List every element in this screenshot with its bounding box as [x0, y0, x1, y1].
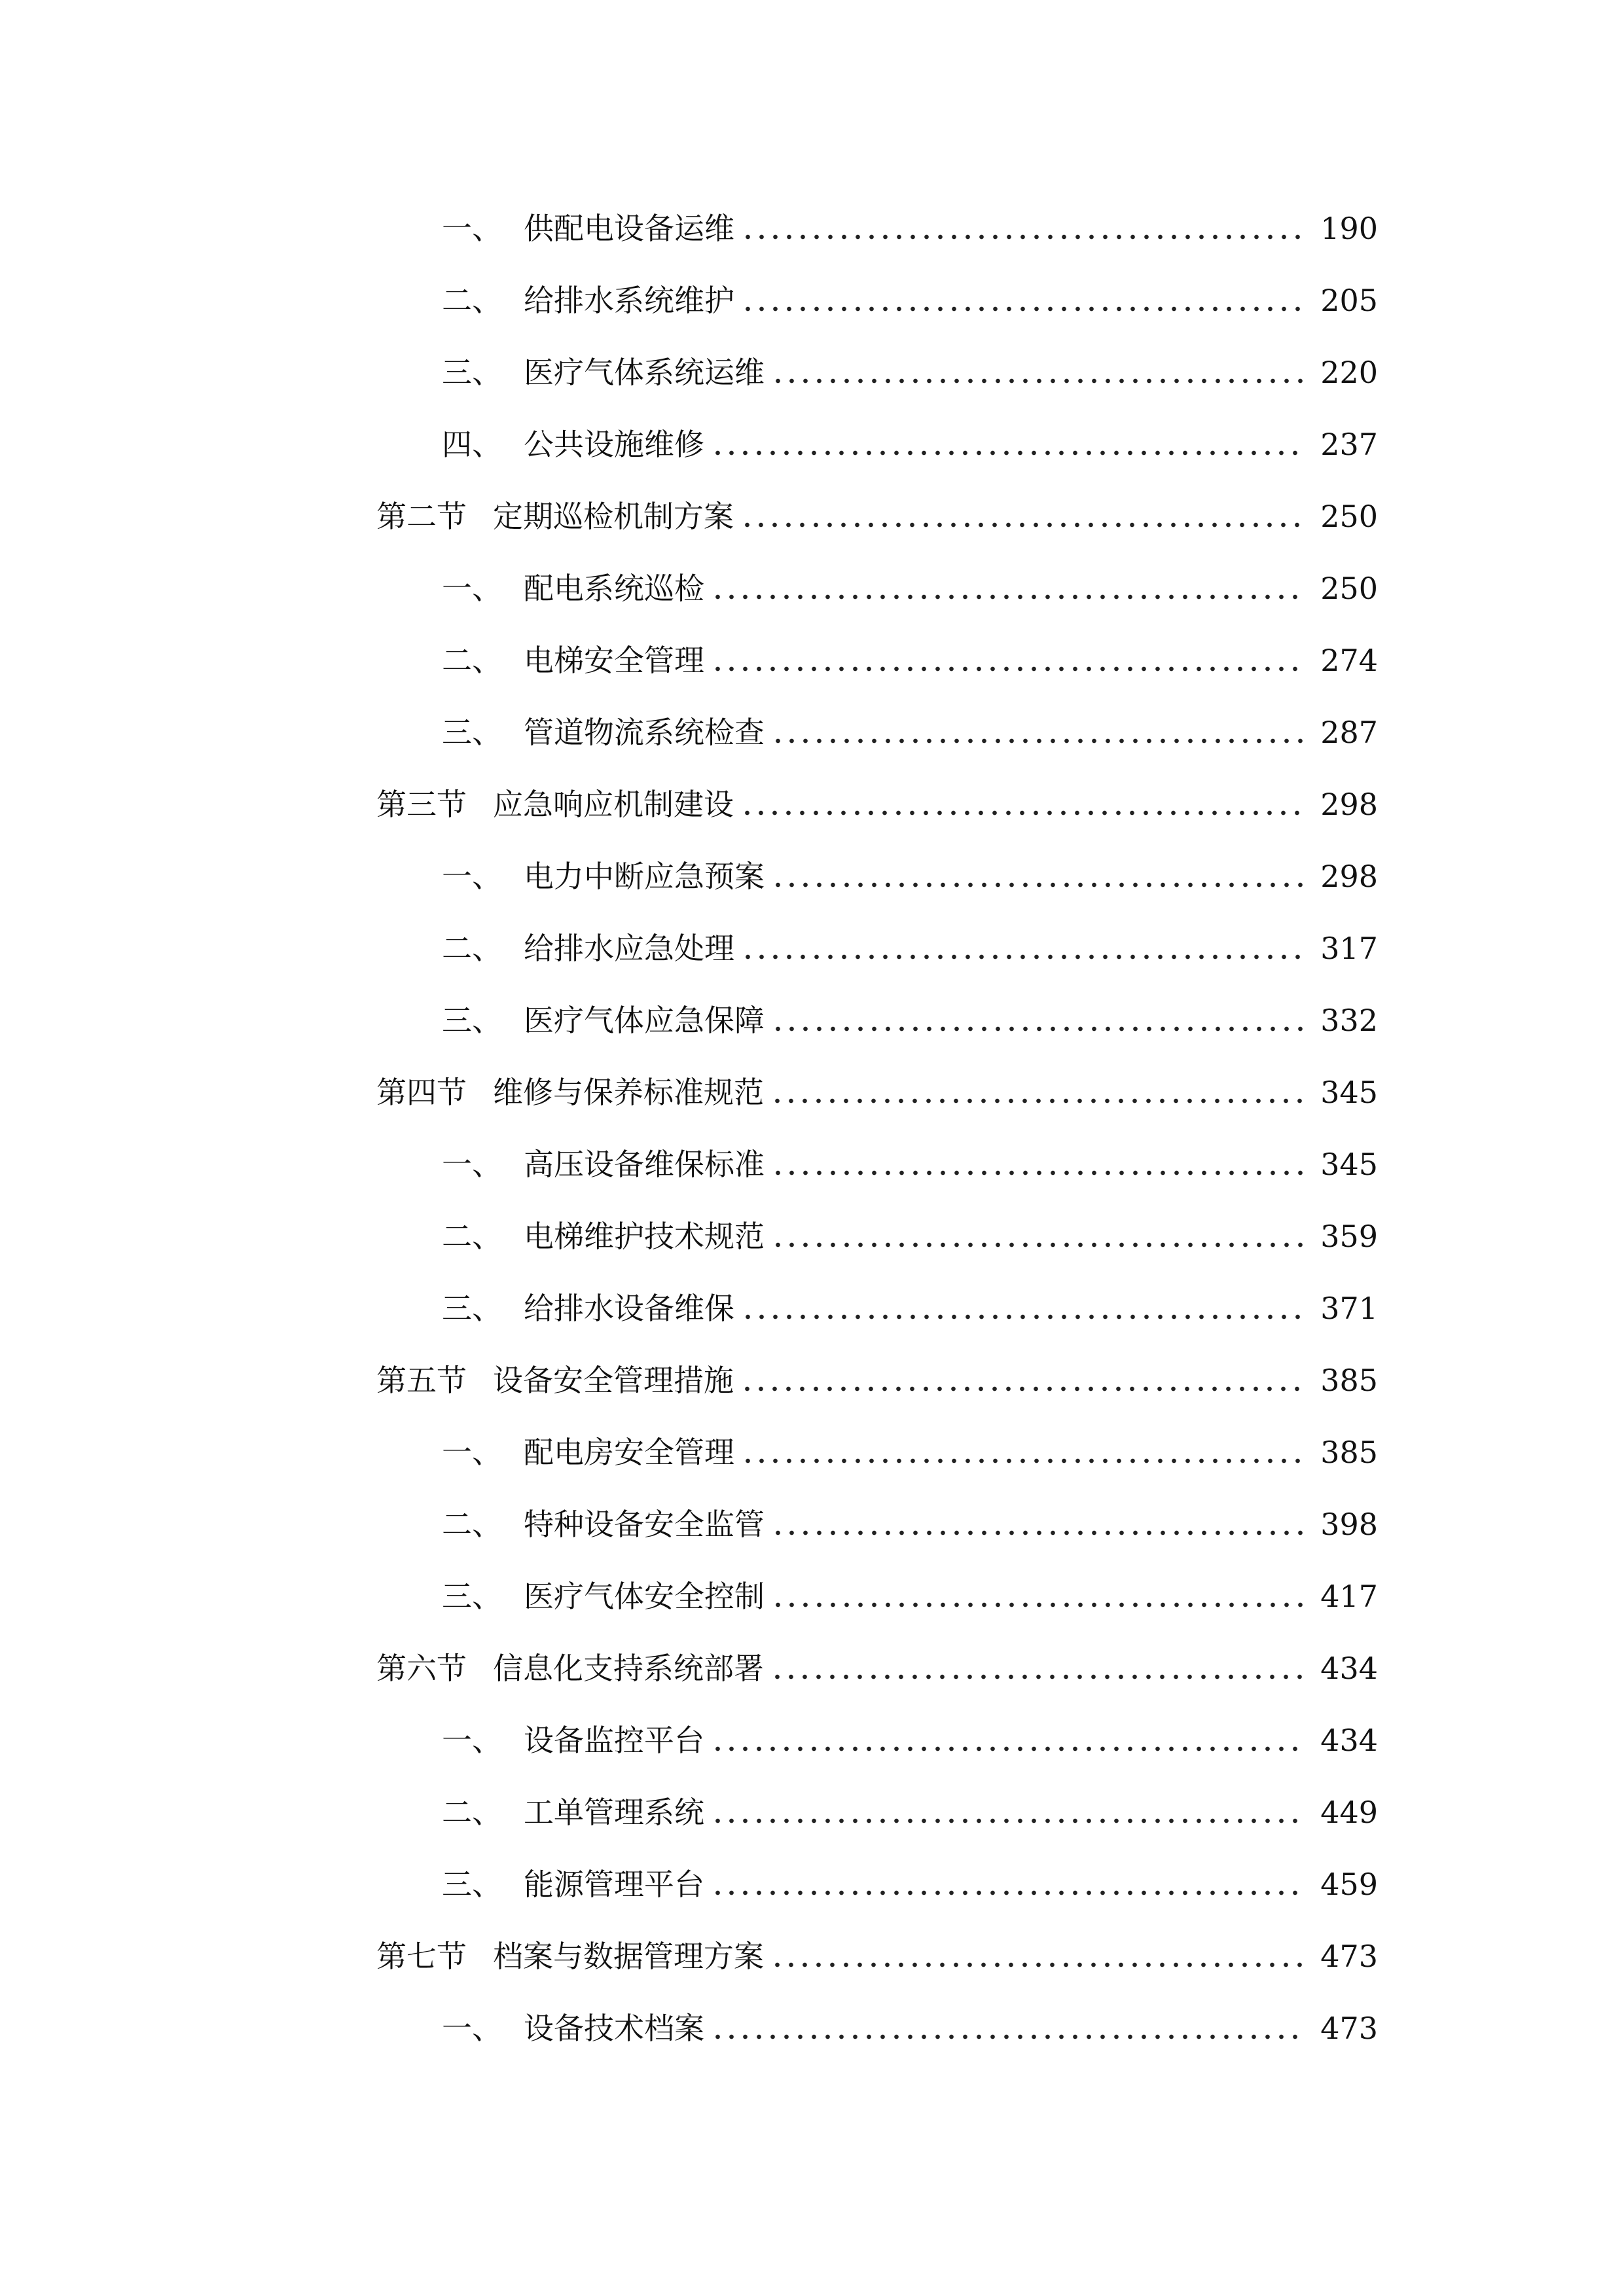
toc-entry[interactable] — [442, 1570, 1378, 1623]
toc-entry-number: 二、 — [442, 1507, 502, 1542]
toc-entry-title: 医疗气体安全控制 — [524, 1579, 765, 1614]
dot-leader — [711, 1888, 1305, 1897]
toc-section-number: 第二节 — [376, 499, 467, 534]
toc-entry-page: 237 — [1320, 427, 1378, 462]
toc-entry-page: 398 — [1320, 1507, 1378, 1542]
dot-leader — [771, 1168, 1305, 1177]
toc-section-page: 385 — [1320, 1363, 1378, 1398]
toc-entry-title: 给排水应急处理 — [524, 931, 734, 966]
toc-entry[interactable] — [442, 1138, 1378, 1191]
dot-leader — [711, 1816, 1305, 1825]
toc-section-entry[interactable] — [376, 1930, 1378, 1982]
toc-entry-number: 三、 — [442, 715, 502, 750]
toc-entry-number: 一、 — [442, 2011, 502, 2046]
dot-leader — [771, 736, 1305, 745]
toc-entry[interactable] — [442, 346, 1378, 399]
toc-entry-page: 298 — [1320, 859, 1378, 894]
toc-section-number: 第三节 — [376, 787, 467, 822]
toc-entry-title: 设备技术档案 — [524, 2011, 704, 2046]
toc-entry-page: 332 — [1320, 1003, 1378, 1038]
toc-entry-number: 二、 — [442, 1795, 502, 1830]
toc-section-title: 档案与数据管理方案 — [493, 1939, 764, 1974]
toc-entry-title: 管道物流系统检查 — [524, 715, 765, 750]
toc-section-number: 第七节 — [376, 1939, 467, 1974]
toc-entry-title: 高压设备维保标准 — [524, 1147, 765, 1182]
toc-entry[interactable] — [442, 634, 1378, 687]
toc-entry-title: 公共设施维修 — [524, 427, 704, 462]
toc-entry-number: 二、 — [442, 1219, 502, 1254]
toc-entry-title: 特种设备安全监管 — [524, 1507, 765, 1542]
dot-leader — [770, 1096, 1305, 1105]
toc-entry[interactable] — [442, 562, 1378, 615]
toc-entry-number: 一、 — [442, 571, 502, 606]
toc-section-page: 250 — [1320, 499, 1378, 534]
toc-entry[interactable] — [442, 1858, 1378, 1910]
toc-entry-page: 371 — [1320, 1291, 1378, 1326]
toc-entry-page: 434 — [1320, 1723, 1378, 1758]
toc-entry-page: 359 — [1320, 1219, 1378, 1254]
toc-entry-title: 电力中断应急预案 — [524, 859, 765, 894]
toc-entry-number: 四、 — [442, 427, 502, 462]
toc-entry-title: 给排水设备维保 — [524, 1291, 734, 1326]
dot-leader — [711, 1744, 1305, 1753]
toc-section-number: 第四节 — [376, 1075, 467, 1110]
dot-leader — [740, 808, 1305, 817]
dot-leader — [771, 1600, 1305, 1609]
dot-leader — [771, 880, 1305, 889]
dot-leader — [741, 232, 1305, 242]
toc-section-entry[interactable] — [376, 490, 1378, 543]
toc-entry[interactable] — [442, 418, 1378, 471]
toc-entry[interactable] — [442, 274, 1378, 327]
toc-entry-number: 一、 — [442, 211, 502, 246]
dot-leader — [770, 1960, 1305, 1969]
toc-entry-page: 417 — [1320, 1579, 1378, 1614]
dot-leader — [741, 952, 1305, 961]
toc-entry[interactable] — [442, 202, 1378, 255]
toc-entry-number: 二、 — [442, 931, 502, 966]
dot-leader — [771, 1528, 1305, 1537]
toc-section-entry[interactable] — [376, 778, 1378, 831]
toc-section-title: 维修与保养标准规范 — [493, 1075, 764, 1110]
toc-entry-number: 三、 — [442, 1003, 502, 1038]
toc-entry-page: 220 — [1320, 355, 1378, 390]
toc-entry-title: 配电系统巡检 — [524, 571, 704, 606]
toc-section-entry[interactable] — [376, 1066, 1378, 1119]
toc-entry-title: 设备监控平台 — [524, 1723, 704, 1758]
toc-entry-number: 三、 — [442, 1579, 502, 1614]
toc-section-page: 298 — [1320, 787, 1378, 822]
toc-entry-title: 医疗气体应急保障 — [524, 1003, 765, 1038]
toc-entry[interactable] — [442, 1786, 1378, 1839]
toc-entry[interactable] — [442, 706, 1378, 759]
toc-section-page: 345 — [1320, 1075, 1378, 1110]
toc-entry-page: 317 — [1320, 931, 1378, 966]
dot-leader — [741, 1456, 1305, 1465]
toc-entry-number: 一、 — [442, 1435, 502, 1470]
dot-leader — [740, 520, 1305, 529]
toc-entry-page: 473 — [1320, 2011, 1378, 2046]
toc-entry[interactable] — [442, 2002, 1378, 2054]
toc-entry-title: 工单管理系统 — [524, 1795, 704, 1830]
dot-leader — [711, 592, 1305, 601]
toc-section-page: 473 — [1320, 1939, 1378, 1974]
toc-entry-title: 医疗气体系统运维 — [524, 355, 765, 390]
toc-section-title: 信息化支持系统部署 — [493, 1651, 764, 1686]
toc-entry-page: 449 — [1320, 1795, 1378, 1830]
toc-entry-page: 250 — [1320, 571, 1378, 606]
toc-entry-number: 三、 — [442, 355, 502, 390]
dot-leader — [711, 448, 1305, 457]
toc-section-title: 应急响应机制建设 — [493, 787, 734, 822]
toc-entry-number: 一、 — [442, 1723, 502, 1758]
toc-entry-title: 电梯维护技术规范 — [524, 1219, 765, 1254]
toc-entry[interactable] — [442, 850, 1378, 903]
toc-section-title: 设备安全管理措施 — [493, 1363, 734, 1398]
toc-entry-page: 345 — [1320, 1147, 1378, 1182]
dot-leader — [771, 1240, 1305, 1249]
toc-entry-title: 给排水系统维护 — [524, 283, 734, 318]
toc-section-page: 434 — [1320, 1651, 1378, 1686]
toc-entry-title: 配电房安全管理 — [524, 1435, 734, 1470]
dot-leader — [771, 1024, 1305, 1033]
toc-entry-page: 459 — [1320, 1867, 1378, 1902]
dot-leader — [741, 1312, 1305, 1321]
toc-entry-number: 三、 — [442, 1867, 502, 1902]
toc-entry[interactable] — [442, 994, 1378, 1047]
toc-entry-page: 287 — [1320, 715, 1378, 750]
dot-leader — [711, 664, 1305, 673]
toc-entry-page: 205 — [1320, 283, 1378, 318]
toc-section-entry[interactable] — [376, 1642, 1378, 1695]
toc-entry-number: 二、 — [442, 643, 502, 678]
toc-entry[interactable] — [442, 1426, 1378, 1479]
toc-entry-title: 供配电设备运维 — [524, 211, 734, 246]
toc-entry-page: 190 — [1320, 211, 1378, 246]
toc-entry-title: 电梯安全管理 — [524, 643, 704, 678]
toc-section-entry[interactable] — [376, 1354, 1378, 1407]
toc-entry[interactable] — [442, 1498, 1378, 1551]
dot-leader — [741, 304, 1305, 314]
dot-leader — [740, 1384, 1305, 1393]
toc-entry-number: 一、 — [442, 1147, 502, 1182]
toc-entry-number: 三、 — [442, 1291, 502, 1326]
toc-entry-number: 二、 — [442, 283, 502, 318]
toc-section-number: 第五节 — [376, 1363, 467, 1398]
toc-entry-title: 能源管理平台 — [524, 1867, 704, 1902]
toc-section-title: 定期巡检机制方案 — [493, 499, 734, 534]
toc-entry-page: 385 — [1320, 1435, 1378, 1470]
toc-entry-page: 274 — [1320, 643, 1378, 678]
toc-entry[interactable] — [442, 1210, 1378, 1263]
dot-leader — [711, 2032, 1305, 2041]
toc-entry[interactable] — [442, 922, 1378, 975]
dot-leader — [771, 376, 1305, 386]
toc-section-number: 第六节 — [376, 1651, 467, 1686]
toc-entry[interactable] — [442, 1282, 1378, 1335]
toc-entry-number: 一、 — [442, 859, 502, 894]
toc-entry[interactable] — [442, 1714, 1378, 1767]
dot-leader — [770, 1672, 1305, 1681]
